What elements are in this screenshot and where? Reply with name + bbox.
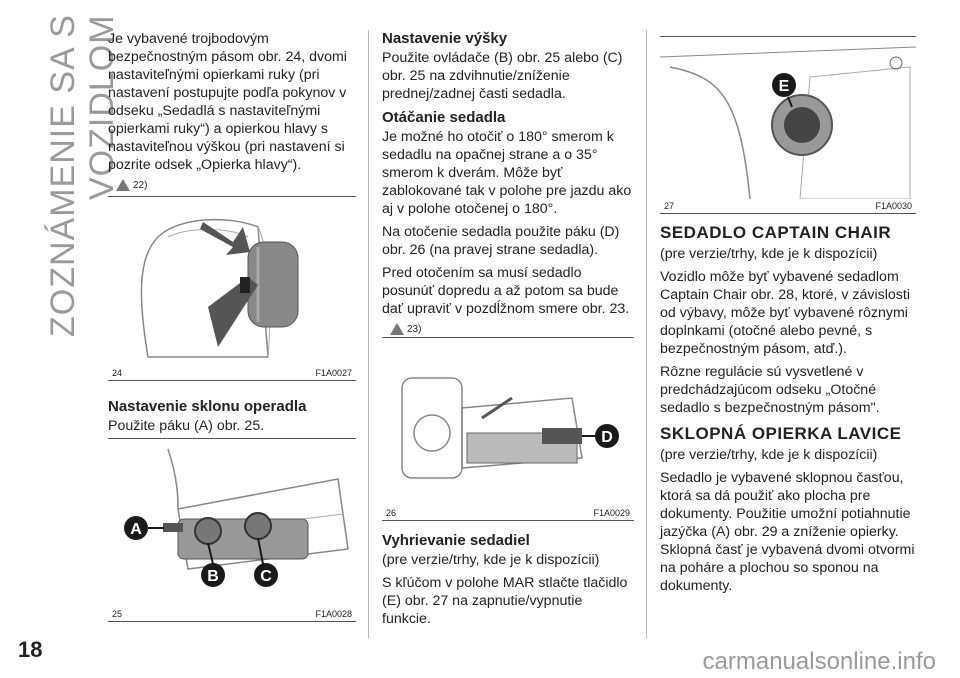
figure-26	[382, 337, 634, 521]
figure-number: 27	[664, 201, 675, 211]
section-heading: Nastavenie výšky	[382, 30, 508, 47]
column-divider	[646, 30, 647, 638]
figure-code: F1A0029	[593, 508, 630, 518]
paragraph: (pre verzie/trhy, kde je k dispozícii)	[660, 246, 878, 262]
callout-b: B	[207, 568, 219, 585]
chapter-side-title: ZOZNÁMENIE SA S VOZIDLOM	[44, 14, 121, 337]
figure-code: F1A0030	[875, 201, 912, 211]
column-2-lower	[382, 532, 634, 633]
seat-swivel-lever-illustration	[382, 338, 634, 504]
seat-base-controls-illustration	[108, 439, 356, 607]
section-heading: Vyhrievanie sedadiel	[382, 532, 530, 549]
paragraph: Sedadlo je vybavené sklopnou časťou, ktorá sa dá použiť ako plocha pre dokumenty. Použitie umožní potiahnutie jazýčka (A) obr. 29 a zníženie opierky. Sklopná časť je vybavená dvomi otvormi na poháre a plochou so sponou na dokumenty.	[660, 470, 915, 594]
warning-reference: 23)	[390, 323, 634, 335]
paragraph: Pred otočením sa musí sedadlo posunúť dopredu a až potom sa bude dať upraviť v pozdĺžnom smere obr. 23.	[382, 265, 630, 317]
section-heading: Otáčanie sedadla	[382, 109, 506, 126]
figure-24	[108, 196, 356, 381]
figure-27	[660, 36, 916, 214]
warning-triangle-icon	[116, 179, 130, 191]
column-divider	[368, 30, 369, 638]
intro-paragraph: Je vybavené trojbodovým bezpečnostným pásom obr. 24, dvomi nastaviteľnými opierkami ruky (pri nastavení postupujte podľa pokynov v odseku „Sedadlá s nastaviteľnými opierkami ruky“) a opierkou hlavy s nastaviteľnou výškou (pri nastavení si pozrite odsek „Opierka hlavy“).	[108, 31, 347, 173]
figure-code: F1A0028	[315, 609, 352, 619]
paragraph: Rôzne regulácie sú vysvetlené v predchádzajúcom odseku „Otočné sedadlo s bezpečnostným pásom".	[660, 364, 880, 416]
warning-triangle-icon	[390, 323, 404, 335]
paragraph: (pre verzie/trhy, kde je k dispozícii)	[660, 447, 878, 463]
paragraph: (pre verzie/trhy, kde je k dispozícii)	[382, 552, 600, 568]
paragraph: Vozidlo môže byť vybavené sedadlom Captain Chair obr. 28, ktoré, v závislosti od výbavy, môže byť vybavené rôznymi doplnkami (otočné alebo pevné, s bezpečnostným pásom, atď.).	[660, 269, 910, 357]
paragraph: Je možné ho otočiť o 180° smerom k sedadlu na opačnej strane a o 35° smerom k dverám. Môže byť zablokované tak v polohe pre jazdu ako aj v polohe otočenej o 180°.	[382, 129, 632, 217]
column-2	[382, 30, 634, 339]
column-3	[660, 224, 916, 600]
paragraph: Na otočenie sedadla použite páku (D) obr. 26 (na pravej strane sedadla).	[382, 224, 620, 258]
seat-armrest-illustration	[108, 197, 356, 365]
callout-d: D	[601, 429, 613, 446]
section-heading: Nastavenie sklonu operadla	[108, 398, 307, 415]
figure-number: 25	[112, 609, 123, 619]
heated-seat-button-illustration	[660, 37, 916, 199]
paragraph: S kľúčom v polohe MAR stlačte tlačidlo (E) obr. 27 na zapnutie/vypnutie funkcie.	[382, 575, 628, 627]
paragraph: Použite páku (A) obr. 25.	[108, 418, 265, 434]
paragraph: Použite ovládače (B) obr. 25 alebo (C) obr. 25 na zdvihnutie/zníženie prednej/zadnej časti sedadla.	[382, 50, 623, 102]
column-1	[108, 30, 354, 195]
callout-e: E	[778, 78, 790, 95]
column-1-lower	[108, 392, 354, 440]
figure-number: 26	[386, 508, 397, 518]
section-heading: SKLOPNÁ OPIERKA LAVICE	[660, 424, 902, 443]
callout-a: A	[130, 521, 142, 538]
section-heading: SEDADLO CAPTAIN CHAIR	[660, 223, 892, 242]
figure-code: F1A0027	[315, 368, 352, 378]
warning-reference: 22)	[116, 179, 354, 191]
figure-number: 24	[112, 368, 123, 378]
callout-c: C	[260, 568, 272, 585]
page-number: 18	[18, 637, 43, 662]
figure-25	[108, 438, 356, 622]
watermark: carmanualsonline.info	[702, 648, 936, 675]
